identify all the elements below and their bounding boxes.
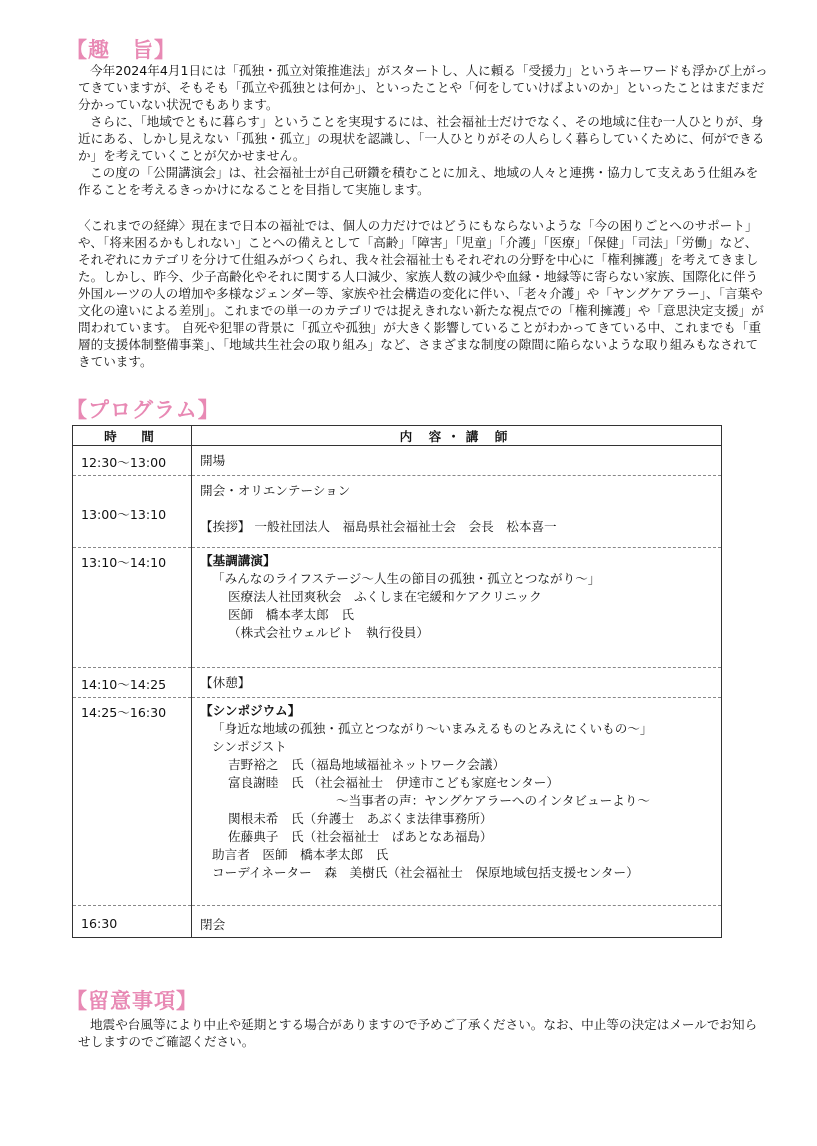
- purpose-paragraph-2: さらに、「地域でともに暮らす」ということを実現するには、社会福祉士だけでなく、その地域に住む一人ひとりが、身近にある、しかし見えない「孤独・孤立」の現状を認識し、「一人ひとりがその人らしく暮らしていくために、何ができるか」を考えていくことが欠かせません。: [78, 114, 765, 163]
- purpose-paragraph-3: この度の「公開講演会」は、社会福祉士が自己研鑽を積むことに加え、地域の人々と連携・協力して支えあう仕組みを作ることを考えるきっかけになることを目指して実施します。: [78, 165, 759, 197]
- program-row-orientation: [73, 476, 722, 548]
- content-line: 【基調講演】: [200, 553, 276, 568]
- keynote-title: 「みんなのライフステージ～人生の節目の孤独・孤立とつながり～」: [212, 571, 601, 586]
- content-line: 医師 橋本孝太郎 氏: [228, 607, 354, 622]
- content-line: コーデイネーター 森 美樹氏（社会福祉士 保原地域包括支援センター）: [212, 865, 639, 880]
- content-line: 閉会: [200, 917, 226, 932]
- program-row-closing: [73, 906, 722, 938]
- content-cell: [192, 698, 722, 906]
- program-row-keynote: [73, 548, 722, 668]
- program-header-row: [73, 426, 722, 446]
- content-cell: [192, 548, 722, 668]
- program-row-symposium: [73, 698, 722, 906]
- content-line: 富良謝睦 氏 （社会福祉士 伊達市こども家庭センター）: [228, 775, 559, 790]
- notes-heading: 【留意事項】: [66, 989, 198, 1013]
- content-cell: [192, 476, 722, 548]
- content-line: 医療法人社団爽秋会 ふくしま在宅緩和ケアクリニック: [228, 589, 542, 604]
- program-row-break: [73, 668, 722, 698]
- purpose-body: [78, 62, 768, 198]
- program-row-opening: [73, 446, 722, 476]
- symposium-title: 「身近な地域の孤独・孤立とつながり～いまみえるものとみえにくいもの～」: [212, 721, 653, 736]
- content-line: 【シンポジウム】: [200, 703, 301, 718]
- content-line: （株式会社ウェルビト 執行役員）: [228, 625, 429, 640]
- content-line: 関根未希 氏（弁護士 あぶくま法律事務所）: [228, 811, 493, 826]
- content-cell: [192, 668, 722, 698]
- time-cell: 12:30～13:00: [73, 446, 192, 476]
- content-line: 助言者 医師 橋本孝太郎 氏: [212, 847, 389, 862]
- time-cell: 13:10～14:10: [73, 548, 192, 668]
- program-col-content: 内 容・講 師: [192, 426, 722, 446]
- content-cell: [192, 906, 722, 938]
- time-cell: 14:25～16:30: [73, 698, 192, 906]
- time-cell: 16:30: [73, 906, 192, 938]
- notes-body: [78, 1016, 768, 1050]
- notes-text: 地震や台風等により中止や延期とする場合がありますので予めご了承ください。なお、中止等の決定はメールでお知らせしますのでご確認ください。: [78, 1017, 758, 1049]
- content-line: シンポジスト: [212, 739, 287, 754]
- purpose-paragraph-1: 今年2024年4月1日には「孤独・孤立対策推進法」がスタートし、人に頼る「受援力」というキーワードも浮かび上がってきていますが、そもそも「孤立や孤独とは何か」、といったことや「何をしていけばよいのか」といったことはまだまだ分かっていない状況でもあります。: [78, 63, 768, 112]
- content-line: 【挨拶】 一般社団法人 福島県社会福祉士会 会長 松本喜一: [200, 519, 557, 534]
- content-line: 吉野裕之 氏（福島地域福祉ネットワーク会議）: [228, 757, 506, 772]
- program-heading: 【プログラム】: [66, 398, 220, 422]
- content-cell: [192, 446, 722, 476]
- content-line: 開会・オリエンテーション: [200, 483, 351, 498]
- history-paragraph: 〈これまでの経緯〉現在まで日本の福祉では、個人の力だけではどうにもならないような「今の困りごとへのサポート」や、「将来困るかもしれない」ことへの備えとして「高齢」「障害」「児童」「介護」「医療」「保健」「司法」「労働」など、それぞれにカテゴリを分けて仕組みがつくられ、我々社会福祉士もそれぞれの分野を中心に「権利擁護」を考えてきました。しかし、昨今、少子高齢化やそれに関する人口減少、家族人数の減少や血縁・地縁等に寄らない家族、国際化に伴う外国ルーツの人の増加や多様なジェンダー等、家族や社会構造の変化に伴い、「老々介護」や「ヤングケアラー」、「言葉や文化の違いによる差別」。これまでの単一のカテゴリでは捉えきれない新たな視点での「権利擁護」や「意思決定支援」が問われています。 自死や犯罪の背景に「孤立や孤独」が大きく影響していることがわかってきている中、これまでも「重層的支援体制整備事業」、「地域共生社会の取り組み」など、さまざまな制度の隙間に陥らないような取り組みもなされてきています。: [78, 218, 764, 369]
- purpose-heading: 【趣 旨】: [66, 38, 176, 62]
- content-line: 【休憩】: [200, 675, 251, 690]
- program-table: [72, 425, 722, 938]
- content-line: 佐藤典子 氏（社会福祉士 ぱあとなあ福島）: [228, 829, 493, 844]
- content-line: 開場: [200, 453, 226, 468]
- content-line: ～当事者の声：ヤングケアラーへのインタビューより～: [336, 793, 650, 808]
- content-line: [200, 500, 721, 518]
- program-col-time: 時 間: [73, 426, 192, 446]
- time-cell: 14:10～14:25: [73, 668, 192, 698]
- time-cell: 13:00～13:10: [73, 476, 192, 548]
